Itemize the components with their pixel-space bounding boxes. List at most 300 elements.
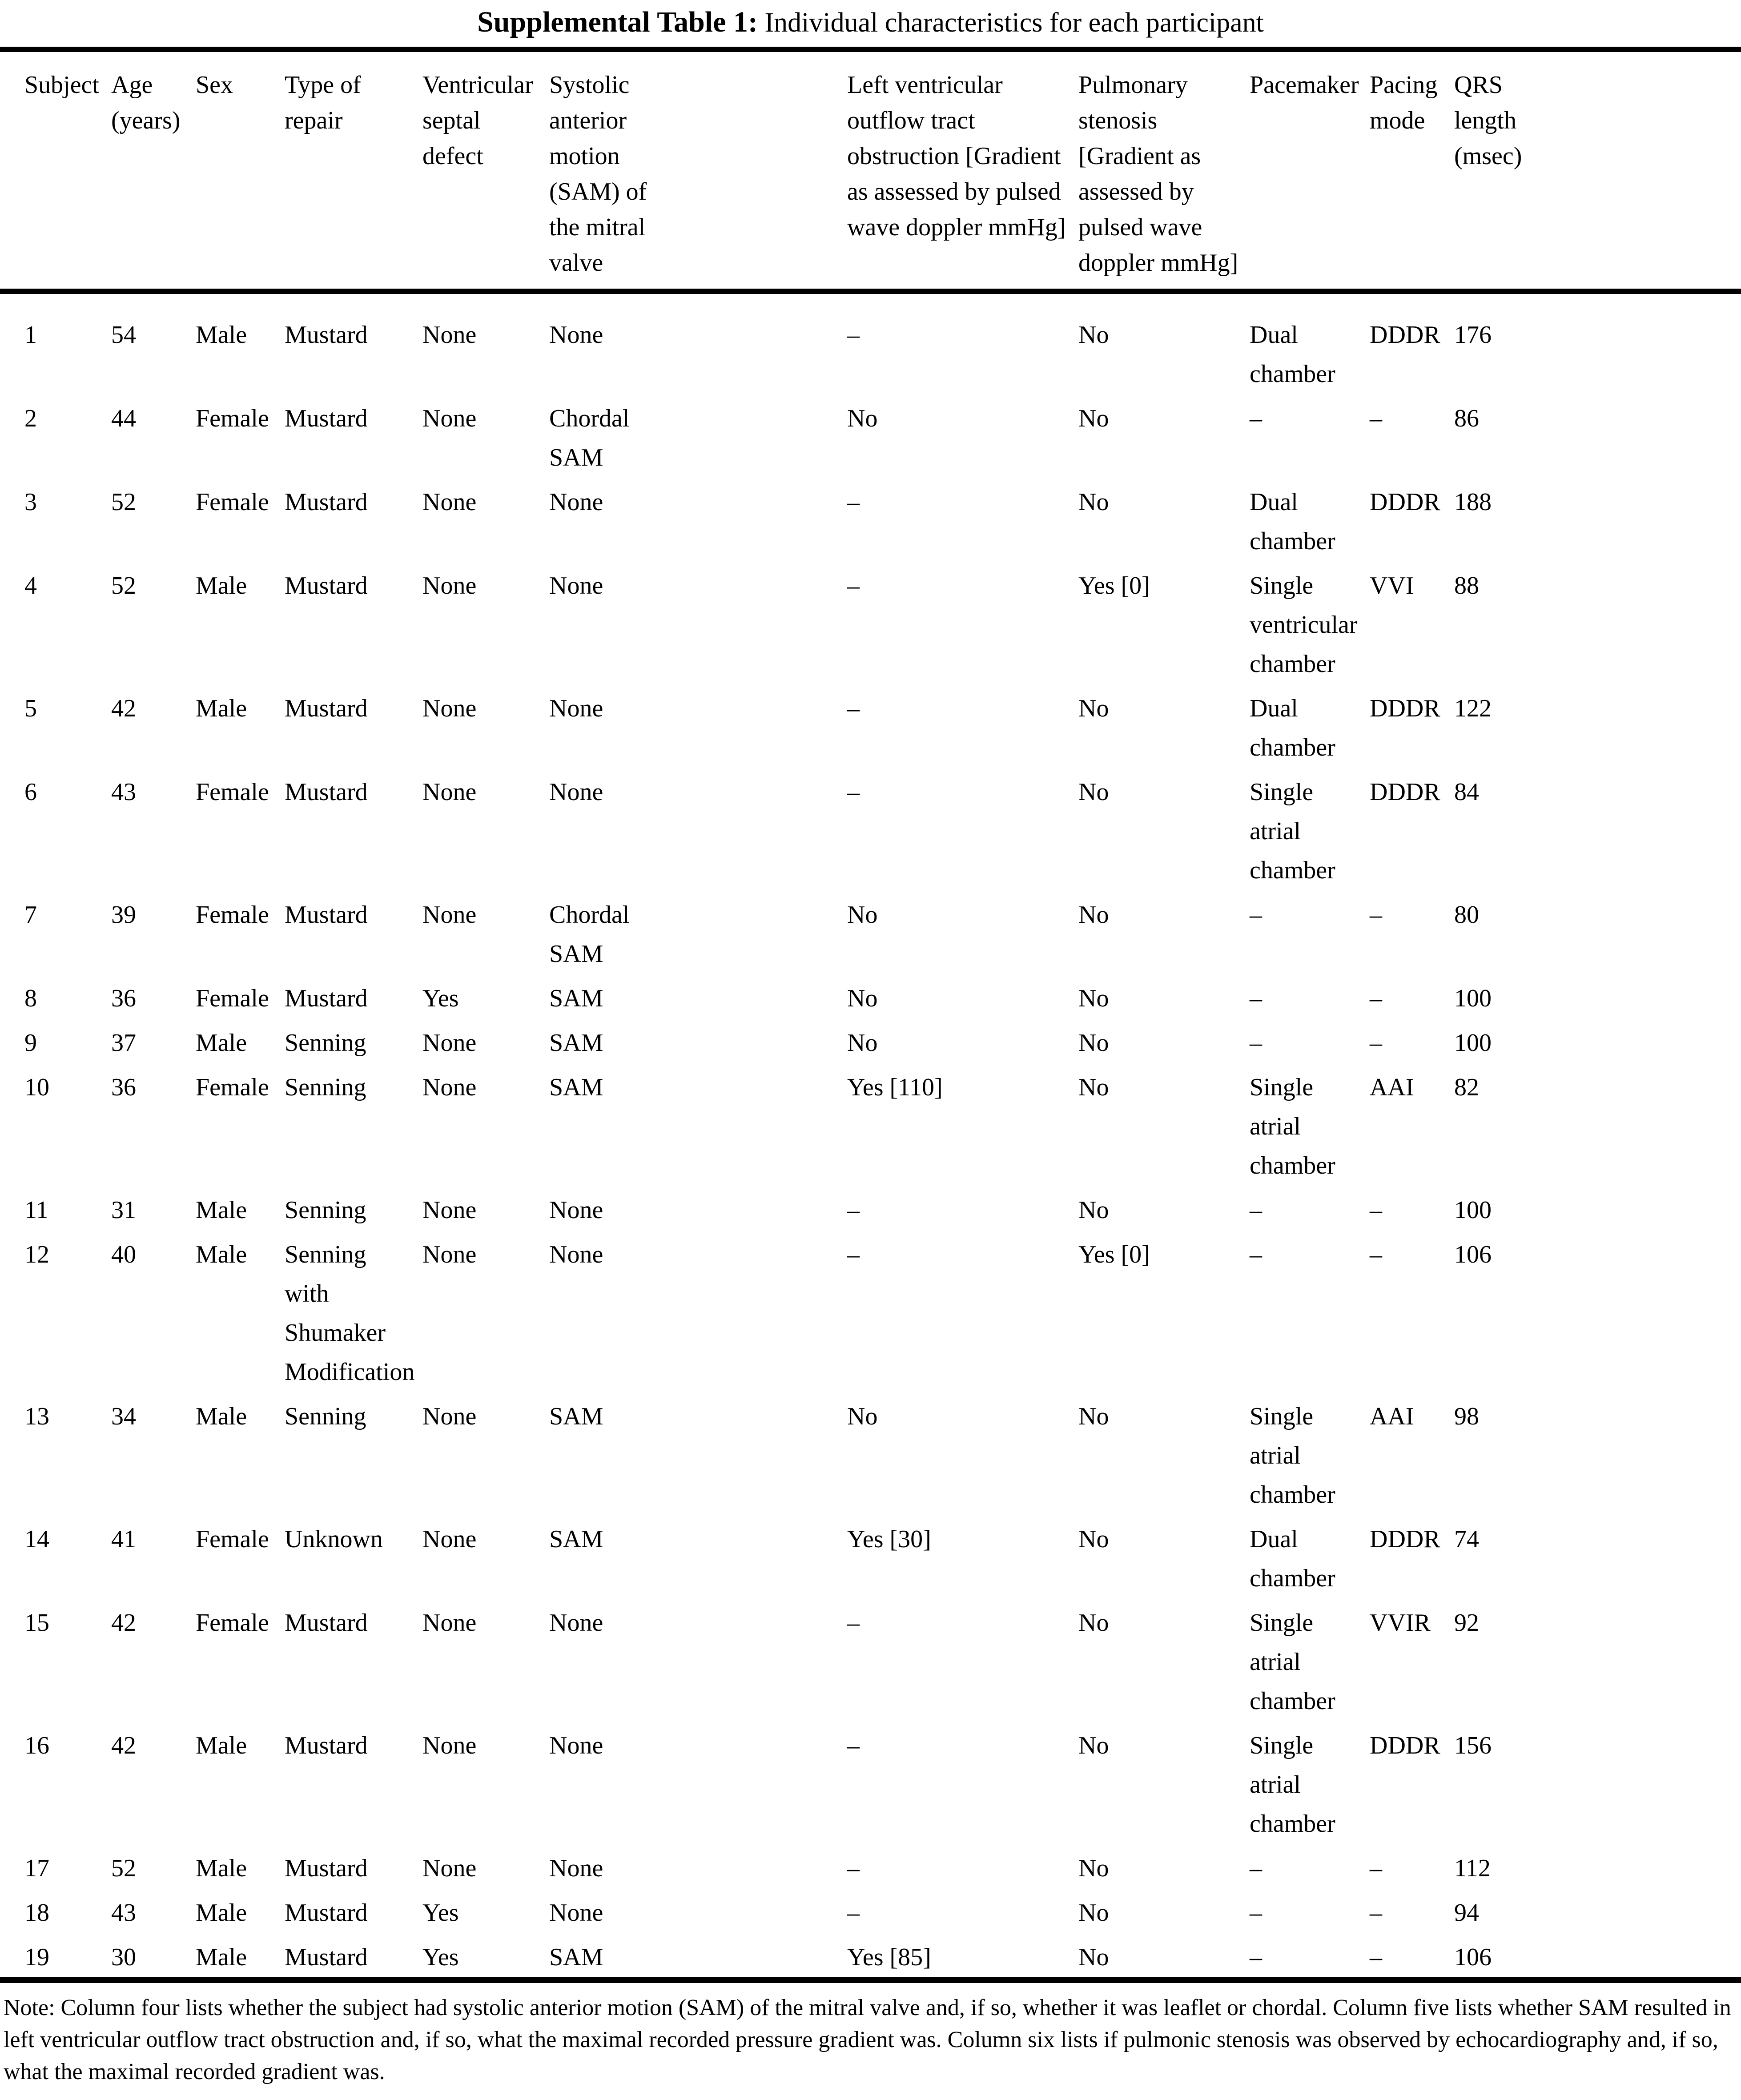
table-cell-value: None [422, 695, 477, 722]
table-cell [847, 979, 1078, 1018]
table-cell [1250, 979, 1370, 1018]
table-cell-value: Dual chamber [1250, 1525, 1335, 1592]
table-cell-value: DDDR [1370, 778, 1440, 806]
table-cell [111, 483, 196, 561]
table-cell-value: – [847, 1899, 860, 1927]
table-cell-value: – [1370, 1241, 1382, 1268]
table-cell-value: – [847, 321, 860, 349]
table-cell-value: Mustard [285, 1732, 368, 1759]
table-header-row [24, 52, 1741, 289]
table-cell [196, 1849, 285, 1888]
table-cell [24, 399, 111, 477]
table-cell-value: 106 [1454, 1241, 1492, 1268]
table-cell-value: Single atrial chamber [1250, 1732, 1335, 1838]
table-cell-value: Yes [0] [1078, 1241, 1150, 1268]
table-cell [111, 315, 196, 394]
table-cell [196, 1235, 285, 1392]
table-cell-value: 34 [111, 1403, 136, 1430]
table-cell [196, 399, 285, 477]
table-cell-value: – [1370, 1196, 1382, 1224]
table-cell [1454, 895, 1563, 974]
table-row [24, 1023, 1741, 1062]
table-cell [111, 1849, 196, 1888]
table-cell [1078, 1023, 1250, 1062]
column-header-label: Sex [196, 71, 233, 99]
table-cell [196, 1023, 285, 1062]
table-row [24, 979, 1741, 1018]
table-cell-value: 17 [24, 1855, 49, 1882]
table-cell-value: – [1370, 985, 1382, 1012]
table-row [24, 772, 1741, 890]
table-cell [549, 483, 847, 561]
table-cell-value: 88 [1454, 572, 1479, 599]
table-cell-value: Female [196, 488, 269, 516]
table-cell-value: SAM [549, 1403, 603, 1430]
column-header-label: Type of repair [285, 71, 361, 134]
table-cell [1454, 772, 1563, 890]
table-cell-value: Senning with Shumaker Modification [285, 1241, 415, 1386]
table-cell [111, 1938, 196, 1977]
table-cell-value: Chordal SAM [549, 405, 630, 471]
table-cell-value: 36 [111, 1074, 136, 1101]
table-cell [1250, 1397, 1370, 1514]
table-cell [196, 1397, 285, 1514]
table-cell-value: Mustard [285, 321, 368, 349]
table-cell-value: 80 [1454, 901, 1479, 929]
table-cell [1454, 979, 1563, 1018]
table-cell [1370, 895, 1454, 974]
table-cell [1078, 1849, 1250, 1888]
table-cell-value: Mustard [285, 572, 368, 599]
table-cell [1250, 399, 1370, 477]
table-cell [549, 1068, 847, 1185]
table-row [24, 315, 1741, 394]
table-cell [549, 895, 847, 974]
table-cell-value: DDDR [1370, 695, 1440, 722]
table-row [24, 1235, 1741, 1392]
table-cell [549, 1397, 847, 1514]
table-cell-value: Female [196, 778, 269, 806]
table-cell-value: 106 [1454, 1943, 1492, 1971]
table-cell [285, 772, 422, 890]
table-cell-value: 82 [1454, 1074, 1479, 1101]
table-body [0, 294, 1741, 1977]
table-cell [285, 1191, 422, 1230]
table-cell-value: 74 [1454, 1525, 1479, 1553]
table-cell-value: 4 [24, 572, 37, 599]
table-cell [111, 1520, 196, 1598]
table-cell [549, 315, 847, 394]
table-cell [1370, 1397, 1454, 1514]
column-header-label: Pacing mode [1370, 71, 1438, 134]
table-cell-value: No [1078, 1525, 1109, 1553]
table-cell [422, 1191, 549, 1230]
table-cell [196, 1068, 285, 1185]
table-cell [1250, 1893, 1370, 1932]
table-cell-value: 176 [1454, 321, 1492, 349]
table-cell [1370, 315, 1454, 394]
table-cell-value: AAI [1370, 1403, 1414, 1430]
table-cell [422, 1023, 549, 1062]
table-cell-value: None [422, 1029, 477, 1057]
table-row [24, 1849, 1741, 1888]
table-cell-value: No [1078, 1196, 1109, 1224]
table-cell [549, 772, 847, 890]
table-cell-value: Male [196, 1899, 247, 1927]
table-cell-value: SAM [549, 1074, 603, 1101]
table-cell [1078, 1191, 1250, 1230]
column-header [422, 67, 549, 281]
table-cell [1250, 1068, 1370, 1185]
table-cell [24, 1938, 111, 1977]
table-cell [111, 772, 196, 890]
table-cell [24, 1023, 111, 1062]
table-cell [847, 1938, 1078, 1977]
table-cell-value: Senning [285, 1074, 366, 1101]
table-cell [285, 566, 422, 684]
table-cell-value: SAM [549, 1029, 603, 1057]
table-cell-value: None [422, 405, 477, 432]
table-cell-value: DDDR [1370, 1732, 1440, 1759]
table-cell [285, 399, 422, 477]
table-cell-value: Female [196, 1074, 269, 1101]
table-cell [1454, 1893, 1563, 1932]
table-cell [422, 1893, 549, 1932]
table-cell [847, 1235, 1078, 1392]
table-cell [1078, 979, 1250, 1018]
table-cell [1250, 566, 1370, 684]
table-cell-value: Senning [285, 1403, 366, 1430]
table-cell-value: 92 [1454, 1609, 1479, 1637]
table-cell-value: No [1078, 321, 1109, 349]
table-cell-value: No [1078, 695, 1109, 722]
table-cell-value: No [1078, 1029, 1109, 1057]
table-cell [24, 1235, 111, 1392]
table-cell-value: 100 [1454, 1029, 1492, 1057]
table-cell [1078, 895, 1250, 974]
table-row [24, 1068, 1741, 1185]
table-row [24, 1893, 1741, 1932]
table-cell [285, 1603, 422, 1721]
table-cell-value: No [1078, 1943, 1109, 1971]
table-cell [1454, 1520, 1563, 1598]
table-cell [196, 315, 285, 394]
table-cell [1370, 1938, 1454, 1977]
table-cell-value: None [422, 1196, 477, 1224]
column-header [285, 67, 422, 281]
table-cell-value: Yes [422, 985, 459, 1012]
table-cell [1078, 1068, 1250, 1185]
table-cell [549, 1520, 847, 1598]
table-cell [24, 895, 111, 974]
table-cell [285, 1893, 422, 1932]
table-cell-value: None [549, 1899, 603, 1927]
table-cell [1454, 1397, 1563, 1514]
table-cell-value: None [422, 1241, 477, 1268]
table-cell-value: Mustard [285, 405, 368, 432]
table-cell-value: – [1250, 405, 1262, 432]
table-cell [196, 895, 285, 974]
table-cell-value: Single ventricular chamber [1250, 572, 1358, 678]
table-cell [1454, 1235, 1563, 1392]
table-cell-value: Yes [422, 1899, 459, 1927]
table-cell-value: None [549, 1241, 603, 1268]
table-cell [549, 1023, 847, 1062]
table-cell [1370, 1726, 1454, 1843]
table-cell [422, 979, 549, 1018]
table-cell [1250, 689, 1370, 767]
table-cell [1078, 1520, 1250, 1598]
table-cell-value: None [422, 572, 477, 599]
table-cell [422, 399, 549, 477]
table-cell-value: None [549, 1196, 603, 1224]
table-cell-value: 1 [24, 321, 37, 349]
table-cell-value: – [1250, 1241, 1262, 1268]
table-cell-value: – [1250, 1943, 1262, 1971]
table-cell-value: – [1250, 1855, 1262, 1882]
table-cell-value: No [1078, 985, 1109, 1012]
table-cell [549, 1893, 847, 1932]
table-cell [285, 1397, 422, 1514]
table-cell-value: 94 [1454, 1899, 1479, 1927]
table-cell [1370, 566, 1454, 684]
table-row [24, 1191, 1741, 1230]
table-cell-value: 100 [1454, 985, 1492, 1012]
column-header [1454, 67, 1563, 281]
table-cell [285, 1068, 422, 1185]
table-cell [1370, 689, 1454, 767]
table-cell [1454, 566, 1563, 684]
table-cell-value: – [847, 778, 860, 806]
table-cell-value: 40 [111, 1241, 136, 1268]
table-cell-value: None [422, 1074, 477, 1101]
page-title-text: Individual characteristics for each participant [764, 8, 1264, 38]
table-cell-value: Female [196, 1525, 269, 1553]
table-cell-value: Yes [85] [847, 1943, 931, 1971]
table-cell-value: – [1370, 1899, 1382, 1927]
table-cell-value: None [549, 778, 603, 806]
table-cell-value: Mustard [285, 778, 368, 806]
table-cell-value: VVIR [1370, 1609, 1431, 1637]
table-cell-value: 2 [24, 405, 37, 432]
page-title-label: Supplemental Table 1: [477, 6, 758, 38]
table-cell [285, 315, 422, 394]
table-cell [1250, 1023, 1370, 1062]
table-cell-value: – [1370, 1855, 1382, 1882]
table-cell-value: 156 [1454, 1732, 1492, 1759]
table-cell-value: 44 [111, 405, 136, 432]
table-cell [847, 566, 1078, 684]
table-cell-value: Mustard [285, 1899, 368, 1927]
table-cell-value: 52 [111, 1855, 136, 1882]
table-cell [549, 1603, 847, 1721]
table-cell-value: – [1250, 1196, 1262, 1224]
table-cell-value: No [1078, 778, 1109, 806]
table-cell-value: 98 [1454, 1403, 1479, 1430]
table-header-rule [0, 289, 1741, 294]
page-title [0, 4, 1741, 40]
table-cell [1250, 1938, 1370, 1977]
table-cell [1370, 483, 1454, 561]
table-cell-value: – [847, 695, 860, 722]
table-cell-value: None [549, 488, 603, 516]
table-cell-value: 52 [111, 488, 136, 516]
table-cell-value: 43 [111, 1899, 136, 1927]
table-cell-value: Male [196, 572, 247, 599]
table-cell-value: SAM [549, 985, 603, 1012]
table-cell [847, 772, 1078, 890]
table-cell-value: 6 [24, 778, 37, 806]
table-cell-value: – [1250, 1899, 1262, 1927]
table-cell [111, 566, 196, 684]
table-cell [24, 1893, 111, 1932]
table-cell [111, 1726, 196, 1843]
table-cell [1454, 1603, 1563, 1721]
column-header [1250, 67, 1370, 281]
table-cell-value: DDDR [1370, 488, 1440, 516]
table-cell-value: No [1078, 1403, 1109, 1430]
table-cell-value: 30 [111, 1943, 136, 1971]
table-cell [1078, 1893, 1250, 1932]
table-cell [1078, 1726, 1250, 1843]
table-cell-value: 13 [24, 1403, 49, 1430]
table-cell [24, 772, 111, 890]
table-cell-value: None [549, 695, 603, 722]
table-cell-value: – [1370, 901, 1382, 929]
table-cell-value: Mustard [285, 985, 368, 1012]
table-cell [549, 1849, 847, 1888]
column-header [549, 67, 847, 281]
table-cell-value: Dual chamber [1250, 488, 1335, 555]
table-cell-value: Mustard [285, 695, 368, 722]
table-cell-value: 39 [111, 901, 136, 929]
table-cell [1078, 483, 1250, 561]
table-cell [196, 1520, 285, 1598]
table-cell-value: 5 [24, 695, 37, 722]
table-bottom-rule [0, 1977, 1741, 1983]
table-cell [111, 895, 196, 974]
table-cell-value: No [1078, 1609, 1109, 1637]
table-cell [285, 1023, 422, 1062]
table-cell [1370, 979, 1454, 1018]
table-cell [24, 1191, 111, 1230]
table-cell-value: – [1250, 1029, 1262, 1057]
table-cell-value: 11 [24, 1196, 48, 1224]
table-cell-value: No [847, 901, 878, 929]
table-cell-value: None [549, 572, 603, 599]
table-cell-value: Single atrial chamber [1250, 1403, 1335, 1509]
table-cell [422, 895, 549, 974]
column-header [196, 67, 285, 281]
table-cell [422, 1235, 549, 1392]
table-cell [1078, 689, 1250, 767]
table-cell [1078, 566, 1250, 684]
table-cell-value: Yes [0] [1078, 572, 1150, 599]
table-cell-value: None [422, 901, 477, 929]
table-cell-value: None [549, 321, 603, 349]
table-cell [1078, 1397, 1250, 1514]
column-header [24, 67, 111, 281]
table-row [24, 1397, 1741, 1514]
table-cell [1454, 1068, 1563, 1185]
table-cell [1370, 1191, 1454, 1230]
table-cell-value: 18 [24, 1899, 49, 1927]
table-cell-value: 52 [111, 572, 136, 599]
table-cell-value: – [1250, 901, 1262, 929]
table-cell [847, 895, 1078, 974]
table-cell-value: 41 [111, 1525, 136, 1553]
table-cell-value: None [422, 1732, 477, 1759]
table-cell-value: Yes [422, 1943, 459, 1971]
table-cell [1250, 1191, 1370, 1230]
table-cell-value: No [847, 985, 878, 1012]
table-cell-value: Yes [110] [847, 1074, 943, 1101]
table-cell [1250, 1520, 1370, 1598]
table-cell-value: None [422, 1525, 477, 1553]
table-cell-value: Dual chamber [1250, 321, 1335, 388]
table-cell [285, 979, 422, 1018]
table-cell [111, 1603, 196, 1721]
table-cell-value: 3 [24, 488, 37, 516]
table-cell [1370, 1235, 1454, 1392]
table-cell-value: – [847, 572, 860, 599]
table-cell [1454, 1938, 1563, 1977]
table-cell [422, 1849, 549, 1888]
table-cell [847, 1023, 1078, 1062]
column-header-label: Ventricular septal defect [422, 71, 533, 170]
table-cell-value: None [422, 321, 477, 349]
table-cell [111, 689, 196, 767]
table-cell [847, 483, 1078, 561]
table-cell-value: 10 [24, 1074, 49, 1101]
column-header [111, 67, 196, 281]
table-cell [285, 1726, 422, 1843]
table-cell-value: – [1250, 985, 1262, 1012]
table-note: Note: Column four lists whether the subject had systolic anterior motion (SAM) of the mitral valve and, if so, whether it was leaflet or chordal. Column five lists whether SAM resulted in left ventricular outflow tract obstruction and, if so, what the maximal recorded pressure gradient was. Column six lists if pulmonic stenosis was observed by echocardiography and, if so, what the maximal recorded gradient was. [4, 1995, 1731, 2084]
table-cell-value: None [549, 1732, 603, 1759]
table-cell-value: DDDR [1370, 1525, 1440, 1553]
table-top-rule [0, 47, 1741, 52]
table-cell [1454, 1023, 1563, 1062]
table-cell [422, 1603, 549, 1721]
table-cell [1454, 1849, 1563, 1888]
table-cell-value: Male [196, 1855, 247, 1882]
table-row [24, 689, 1741, 767]
table-cell [1370, 1023, 1454, 1062]
table-cell [549, 689, 847, 767]
table-cell [1078, 399, 1250, 477]
table-cell [549, 979, 847, 1018]
column-header-label: Pulmonary stenosis [Gradient as assessed by pulsed wave doppler mmHg] [1078, 71, 1238, 277]
table-cell [1454, 315, 1563, 394]
table-cell-value: 42 [111, 1609, 136, 1637]
table-cell-value: – [1370, 1029, 1382, 1057]
table-cell [422, 689, 549, 767]
table-cell-value: 122 [1454, 695, 1492, 722]
table-cell [422, 1938, 549, 1977]
table-row [24, 1938, 1741, 1977]
table-cell [847, 1849, 1078, 1888]
table-cell [24, 1068, 111, 1185]
table-cell [1454, 689, 1563, 767]
table-cell [1454, 399, 1563, 477]
table-cell-value: 19 [24, 1943, 49, 1971]
table-cell [1454, 1191, 1563, 1230]
table-cell-value: Male [196, 1403, 247, 1430]
table-cell [196, 1603, 285, 1721]
table-cell [422, 1068, 549, 1185]
table-cell [285, 483, 422, 561]
